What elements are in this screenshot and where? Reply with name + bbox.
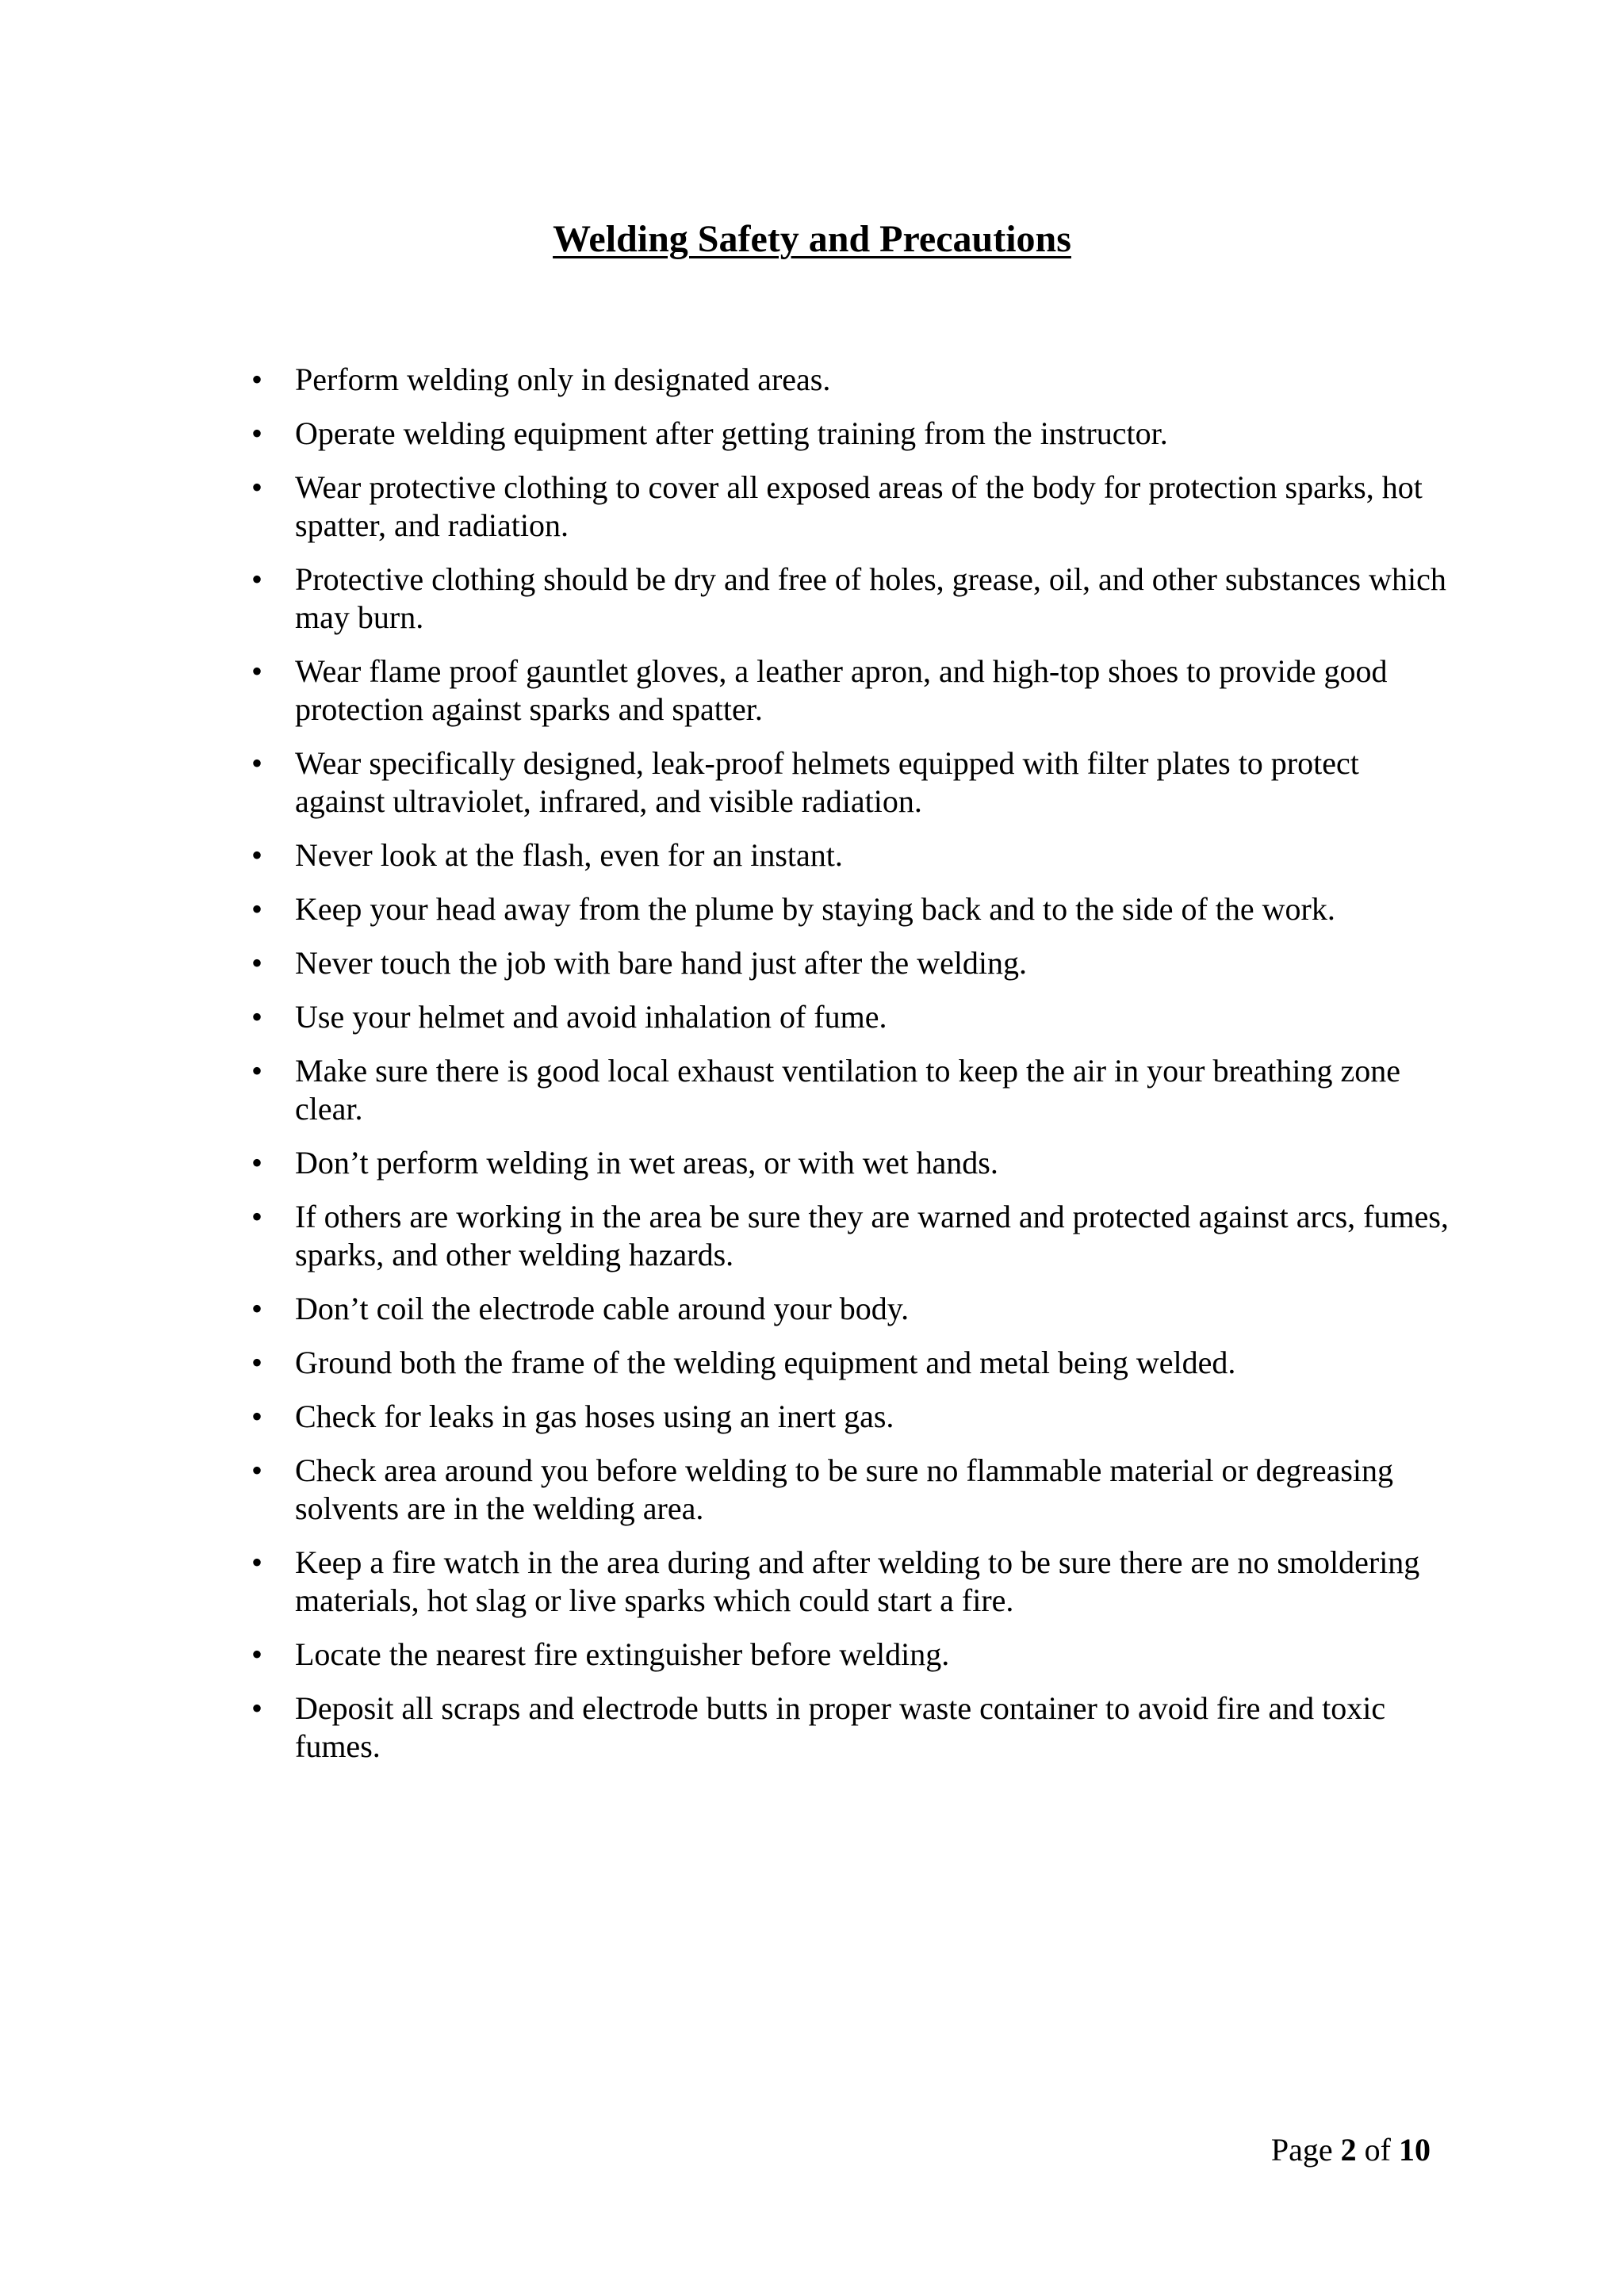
list-item [251,1290,1453,1328]
list-item [251,1144,1453,1182]
page-title [0,216,1624,263]
bullet-icon: • [251,561,262,597]
bullet-icon: • [251,1291,262,1326]
bullet-icon: • [251,1145,262,1181]
list-item [251,998,1453,1036]
bullet-icon: • [251,837,262,873]
list-item-text: Wear flame proof gauntlet gloves, a leather apron, and high-top shoes to provide good protection against sparks and spatter. [295,653,1388,727]
safety-rules-list [251,361,1453,1781]
current-page: 2 [1340,2132,1357,2168]
list-item-text: Deposit all scraps and electrode butts in proper waste container to avoid fire and toxic fumes. [295,1690,1386,1764]
list-item-text: Don’t perform welding in wet areas, or with wet hands. [295,1145,998,1181]
list-item-text: Operate welding equipment after getting training from the instructor. [295,415,1168,451]
bullet-icon: • [251,1636,262,1672]
list-item [251,744,1453,821]
bullet-icon: • [251,653,262,689]
list-item [251,836,1453,874]
page-title-text: Welding Safety and Precautions [553,218,1071,261]
bullet-icon: • [251,999,262,1035]
list-item [251,1198,1453,1274]
list-item-text: Keep your head away from the plume by staying back and to the side of the work. [295,891,1335,927]
list-item-text: Protective clothing should be dry and free of holes, grease, oil, and other substances which may burn. [295,561,1446,635]
bullet-icon: • [251,1399,262,1434]
list-item [251,1452,1453,1528]
bullet-icon: • [251,1690,262,1726]
list-item [251,469,1453,545]
bullet-icon: • [251,945,262,981]
list-item [251,1052,1453,1128]
list-item [251,1398,1453,1436]
list-item [251,890,1453,928]
list-item-text: Make sure there is good local exhaust ventilation to keep the air in your breathing zone clear. [295,1053,1401,1127]
list-item [251,415,1453,453]
list-item-text: Ground both the frame of the welding equipment and metal being welded. [295,1345,1236,1380]
list-item [251,361,1453,399]
of-label: of [1364,2132,1391,2168]
list-item-text: Don’t coil the electrode cable around your body. [295,1291,910,1326]
bullet-icon: • [251,362,262,397]
bullet-icon: • [251,1345,262,1380]
bullet-icon: • [251,1544,262,1580]
list-item [251,1689,1453,1766]
list-item-text: Wear specifically designed, leak-proof helmets equipped with filter plates to protect against ultraviolet, infrared, and visible radiation. [295,745,1359,819]
list-item-text: Perform welding only in designated areas. [295,362,831,397]
list-item [251,944,1453,982]
bullet-icon: • [251,1053,262,1089]
list-item-text: Use your helmet and avoid inhalation of fume. [295,999,887,1035]
list-item-text: If others are working in the area be sure they are warned and protected against arcs, fumes, sparks, and other welding hazards. [295,1199,1449,1272]
list-item [251,1636,1453,1674]
list-item-text: Check for leaks in gas hoses using an inert gas. [295,1399,894,1434]
list-item-text: Locate the nearest fire extinguisher before welding. [295,1636,950,1672]
bullet-icon: • [251,469,262,505]
list-item [251,1344,1453,1382]
list-item [251,652,1453,729]
page-number [1271,2131,1431,2169]
bullet-icon: • [251,745,262,781]
list-item-text: Never look at the flash, even for an instant. [295,837,843,873]
list-item-text: Wear protective clothing to cover all exposed areas of the body for protection sparks, hot spatter, and radiation. [295,469,1423,543]
bullet-icon: • [251,891,262,927]
page-label: Page [1270,2132,1333,2168]
bullet-icon: • [251,1452,262,1488]
bullet-icon: • [251,415,262,451]
list-item-text: Keep a fire watch in the area during and after welding to be sure there are no smoldering materials, hot slag or live sparks which could start a fire. [295,1544,1420,1618]
list-item [251,1544,1453,1620]
list-item-text: Never touch the job with bare hand just after the welding. [295,945,1028,981]
list-item [251,561,1453,637]
list-item-text: Check area around you before welding to be sure no flammable material or degreasing solvents are in the welding area. [295,1452,1394,1526]
total-pages: 10 [1399,2132,1431,2168]
bullet-icon: • [251,1199,262,1234]
